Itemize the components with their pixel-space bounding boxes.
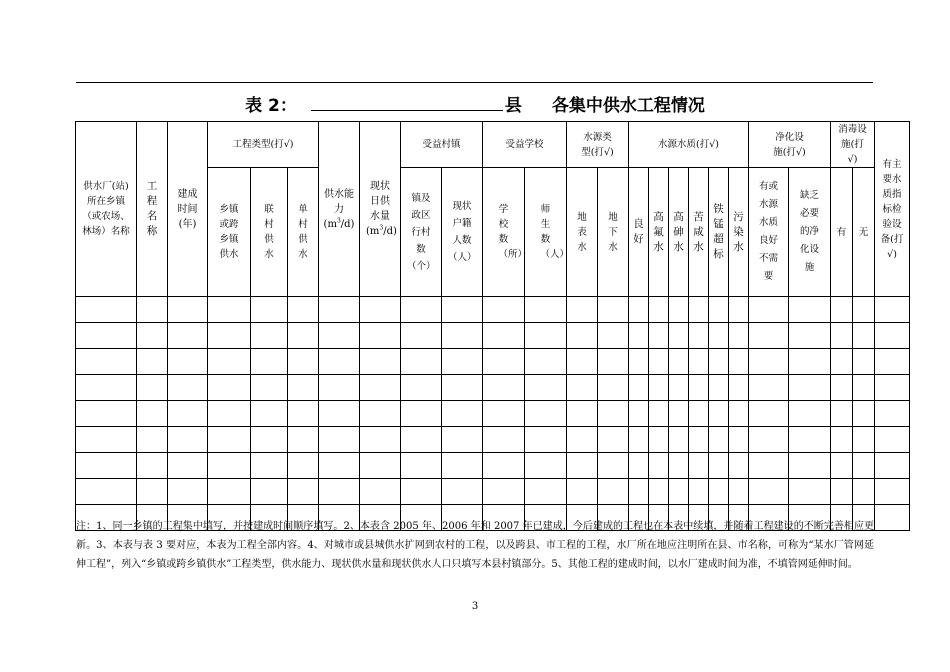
- table-cell[interactable]: [168, 427, 208, 453]
- table-cell[interactable]: [288, 375, 319, 401]
- table-cell[interactable]: [749, 297, 789, 323]
- col-capacity: 供水能力 $(m^3/d)$: [319, 122, 360, 297]
- table-cell[interactable]: [208, 323, 251, 349]
- table-cell[interactable]: [629, 427, 649, 453]
- table-row: [76, 375, 910, 401]
- table-title: [0, 91, 950, 116]
- col-water-quality: 水源水质(打√): [629, 122, 749, 168]
- table-cell[interactable]: [629, 401, 649, 427]
- table-cell[interactable]: [401, 349, 442, 375]
- table-cell[interactable]: [319, 401, 360, 427]
- table-cell[interactable]: [729, 453, 749, 479]
- table-cell[interactable]: [853, 479, 875, 505]
- table-cell[interactable]: [251, 375, 288, 401]
- table-cell[interactable]: [251, 323, 288, 349]
- table-body: [76, 297, 910, 531]
- table-cell[interactable]: [709, 323, 729, 349]
- sub-disinfection-no: 无: [853, 168, 875, 297]
- table-cell[interactable]: [168, 479, 208, 505]
- table-cell[interactable]: [208, 401, 251, 427]
- table-cell[interactable]: [789, 323, 831, 349]
- table-cell[interactable]: [729, 479, 749, 505]
- table-row: [76, 401, 910, 427]
- sub-disinfection-yes: 有: [831, 168, 853, 297]
- table-cell[interactable]: [789, 401, 831, 427]
- table-cell[interactable]: [853, 427, 875, 453]
- table-cell[interactable]: [669, 427, 689, 453]
- sub-quality-iron: 铁锰超标: [709, 168, 729, 297]
- table-cell[interactable]: [483, 479, 525, 505]
- table-cell[interactable]: [76, 479, 137, 505]
- table-cell[interactable]: [251, 349, 288, 375]
- table-row: [76, 297, 910, 323]
- table-notes: 注：1、同一乡镇的工程集中填写，并按建成时间顺序填写。2、本表含 2005 年、2006 年和 2007 年已建成，今后建成的工程也在本表中续填，并随着工程建设的不断完善相应更新。3、本表与表 3 要对应，本表为工程全部内容。4、对城市或县城供水扩网到农村的工程，以及跨县、市工程的工程，水厂所在地应注明所在县、市名称，可称为“某水厂管网延伸工程”，列入“乡镇或跨乡镇供水”工程类型，供水能力、现状供水量和现状供水人口只填写本县村镇部分。5、其他工程的建成时间，以水厂建成时间为准，不填管网延伸时间。: [76, 521, 874, 570]
- table-cell[interactable]: [689, 323, 709, 349]
- col-disinfection: 消毒设施(打√): [831, 122, 875, 168]
- table-cell[interactable]: [442, 427, 483, 453]
- table-cell[interactable]: [360, 453, 401, 479]
- table-cell[interactable]: [875, 297, 910, 323]
- table-cell[interactable]: [649, 427, 669, 453]
- table-cell[interactable]: [689, 401, 709, 427]
- table-cell[interactable]: [875, 349, 910, 375]
- water-projects-table: [75, 121, 910, 531]
- col-source-type: 水源类型(打√): [567, 122, 629, 168]
- table-cell[interactable]: [76, 375, 137, 401]
- table-cell[interactable]: [442, 479, 483, 505]
- table-cell[interactable]: [649, 453, 669, 479]
- table-cell[interactable]: [137, 427, 168, 453]
- table-cell[interactable]: [567, 453, 598, 479]
- col-testing-equipment: 有主要水质指标检验设备(打√): [875, 122, 910, 297]
- table-cell[interactable]: [567, 323, 598, 349]
- table-cell[interactable]: [709, 297, 729, 323]
- table-cell[interactable]: [525, 479, 567, 505]
- title-county-suffix: 县: [504, 96, 522, 116]
- table-cell[interactable]: [709, 375, 729, 401]
- table-cell[interactable]: [525, 297, 567, 323]
- sub-quality-fluoride: 高氟水: [649, 168, 669, 297]
- table-cell[interactable]: [442, 349, 483, 375]
- table-cell[interactable]: [875, 401, 910, 427]
- col-current-supply: 现状日供水量 $(m^3/d)$: [360, 122, 401, 297]
- table-cell[interactable]: [789, 427, 831, 453]
- table-cell[interactable]: [137, 401, 168, 427]
- table-cell[interactable]: [831, 349, 853, 375]
- table-cell[interactable]: [853, 323, 875, 349]
- table-cell[interactable]: [483, 297, 525, 323]
- table-cell[interactable]: [789, 349, 831, 375]
- table-cell[interactable]: [319, 349, 360, 375]
- table-cell[interactable]: [689, 375, 709, 401]
- table-cell[interactable]: [689, 479, 709, 505]
- table-row: [76, 349, 910, 375]
- table-cell[interactable]: [669, 297, 689, 323]
- table-cell[interactable]: [749, 427, 789, 453]
- table-cell[interactable]: [598, 375, 629, 401]
- table-cell[interactable]: [76, 349, 137, 375]
- table-cell[interactable]: [853, 375, 875, 401]
- table-cell[interactable]: [831, 427, 853, 453]
- table-cell[interactable]: [360, 479, 401, 505]
- table-cell[interactable]: [598, 401, 629, 427]
- table-cell[interactable]: [598, 479, 629, 505]
- table-cell[interactable]: [360, 349, 401, 375]
- table-cell[interactable]: [442, 401, 483, 427]
- table-cell[interactable]: [669, 323, 689, 349]
- table-cell[interactable]: [875, 375, 910, 401]
- table-cell[interactable]: [288, 479, 319, 505]
- table-cell[interactable]: [76, 453, 137, 479]
- table-cell[interactable]: [789, 453, 831, 479]
- col-project-type: 工程类型(打√): [208, 122, 319, 168]
- table-cell[interactable]: [319, 297, 360, 323]
- table-cell[interactable]: [168, 323, 208, 349]
- table-cell[interactable]: [401, 453, 442, 479]
- table-cell[interactable]: [483, 401, 525, 427]
- table-cell[interactable]: [629, 453, 649, 479]
- title-prefix: 表 2：: [245, 96, 297, 116]
- table-cell[interactable]: [319, 427, 360, 453]
- table-cell[interactable]: [598, 349, 629, 375]
- table-cell[interactable]: [525, 349, 567, 375]
- table-cell[interactable]: [749, 375, 789, 401]
- table-cell[interactable]: [649, 401, 669, 427]
- table-cell[interactable]: [853, 349, 875, 375]
- sub-joint-village: 联村供水: [251, 168, 288, 297]
- table-cell[interactable]: [649, 479, 669, 505]
- table-cell[interactable]: [360, 323, 401, 349]
- table-cell[interactable]: [76, 323, 137, 349]
- table-cell[interactable]: [401, 427, 442, 453]
- table-cell[interactable]: [567, 427, 598, 453]
- table-cell[interactable]: [525, 427, 567, 453]
- table-cell[interactable]: [168, 375, 208, 401]
- table-cell[interactable]: [567, 401, 598, 427]
- col-purification: 净化设施(打√): [749, 122, 831, 168]
- table-cell[interactable]: [251, 427, 288, 453]
- table-cell[interactable]: [208, 297, 251, 323]
- table-cell[interactable]: [401, 479, 442, 505]
- table-cell[interactable]: [669, 349, 689, 375]
- table-cell[interactable]: [288, 323, 319, 349]
- title-main: 各集中供水工程情况: [551, 96, 705, 116]
- table-cell[interactable]: [567, 297, 598, 323]
- table-cell[interactable]: [729, 297, 749, 323]
- table-cell[interactable]: [401, 323, 442, 349]
- sub-student-count: 师生数（人）: [525, 168, 567, 297]
- table-cell[interactable]: [137, 375, 168, 401]
- table-cell[interactable]: [401, 401, 442, 427]
- table-cell[interactable]: [689, 297, 709, 323]
- table-cell[interactable]: [401, 297, 442, 323]
- table-cell[interactable]: [251, 297, 288, 323]
- table-row: [76, 479, 910, 505]
- sub-population: 现状户籍人数（人）: [442, 168, 483, 297]
- table-cell[interactable]: [251, 453, 288, 479]
- table-cell[interactable]: [709, 479, 729, 505]
- table-cell[interactable]: [483, 453, 525, 479]
- table-cell[interactable]: [729, 427, 749, 453]
- table-cell[interactable]: [168, 453, 208, 479]
- header-rule: [76, 82, 873, 83]
- table-cell[interactable]: [669, 453, 689, 479]
- table-cell[interactable]: [831, 375, 853, 401]
- table-cell[interactable]: [629, 479, 649, 505]
- table-row: [76, 427, 910, 453]
- table-cell[interactable]: [649, 297, 669, 323]
- table-cell[interactable]: [629, 375, 649, 401]
- table-cell[interactable]: [749, 323, 789, 349]
- table-cell[interactable]: [749, 479, 789, 505]
- table-cell[interactable]: [749, 453, 789, 479]
- table-cell[interactable]: [360, 427, 401, 453]
- table-cell[interactable]: [853, 401, 875, 427]
- table-cell[interactable]: [629, 349, 649, 375]
- table-cell[interactable]: [525, 375, 567, 401]
- table-cell[interactable]: [567, 479, 598, 505]
- table-cell[interactable]: [360, 401, 401, 427]
- table-cell[interactable]: [288, 427, 319, 453]
- table-cell[interactable]: [689, 349, 709, 375]
- table-cell[interactable]: [875, 323, 910, 349]
- table-cell[interactable]: [208, 479, 251, 505]
- table-cell[interactable]: [567, 349, 598, 375]
- table-cell[interactable]: [669, 479, 689, 505]
- table-cell[interactable]: [137, 297, 168, 323]
- sub-surface-water: 地表水: [567, 168, 598, 297]
- table-cell[interactable]: [598, 323, 629, 349]
- table-cell[interactable]: [875, 453, 910, 479]
- table-cell[interactable]: [483, 323, 525, 349]
- table-cell[interactable]: [525, 453, 567, 479]
- table-cell[interactable]: [875, 479, 910, 505]
- table-cell[interactable]: [76, 401, 137, 427]
- sub-cross-town: 乡镇或跨乡镇供水: [208, 168, 251, 297]
- col-project-name: 工程名称: [137, 122, 168, 297]
- table-cell[interactable]: [442, 323, 483, 349]
- table-cell[interactable]: [360, 297, 401, 323]
- table-cell[interactable]: [629, 323, 649, 349]
- table-cell[interactable]: [875, 505, 910, 531]
- sub-quality-bitter: 苦咸水: [689, 168, 709, 297]
- page-number: 3: [471, 601, 479, 612]
- table-cell[interactable]: [875, 427, 910, 453]
- table-cell[interactable]: [598, 427, 629, 453]
- table-cell[interactable]: [729, 375, 749, 401]
- table-cell[interactable]: [288, 297, 319, 323]
- table-cell[interactable]: [483, 349, 525, 375]
- col-water-plant: 供水厂(站)所在乡镇（或农场、林场）名称: [76, 122, 137, 297]
- table-cell[interactable]: [319, 375, 360, 401]
- table-cell[interactable]: [789, 297, 831, 323]
- table-cell[interactable]: [709, 453, 729, 479]
- table-cell[interactable]: [442, 453, 483, 479]
- table-cell[interactable]: [598, 453, 629, 479]
- table-cell[interactable]: [208, 375, 251, 401]
- table-cell[interactable]: [137, 453, 168, 479]
- table-cell[interactable]: [442, 375, 483, 401]
- table-cell[interactable]: [567, 375, 598, 401]
- table-cell[interactable]: [319, 479, 360, 505]
- table-cell[interactable]: [288, 349, 319, 375]
- table-cell[interactable]: [483, 375, 525, 401]
- table-cell[interactable]: [831, 297, 853, 323]
- table-cell[interactable]: [168, 349, 208, 375]
- table-cell[interactable]: [709, 427, 729, 453]
- table-cell[interactable]: [76, 427, 137, 453]
- table-cell[interactable]: [168, 401, 208, 427]
- table-cell[interactable]: [598, 297, 629, 323]
- sub-quality-good: 良好: [629, 168, 649, 297]
- table-cell[interactable]: [483, 427, 525, 453]
- table-cell[interactable]: [525, 323, 567, 349]
- col-build-time: 建成时间(年): [168, 122, 208, 297]
- sub-quality-polluted: 污染水: [729, 168, 749, 297]
- table-cell[interactable]: [729, 349, 749, 375]
- table-cell[interactable]: [689, 427, 709, 453]
- table-cell[interactable]: [831, 479, 853, 505]
- table-cell[interactable]: [137, 479, 168, 505]
- table-cell[interactable]: [789, 479, 831, 505]
- table-row: [76, 323, 910, 349]
- table-cell[interactable]: [649, 323, 669, 349]
- table-cell[interactable]: [319, 453, 360, 479]
- table-cell[interactable]: [709, 401, 729, 427]
- table-cell[interactable]: [76, 297, 137, 323]
- table-cell[interactable]: [288, 401, 319, 427]
- table-cell[interactable]: [831, 453, 853, 479]
- table-cell[interactable]: [649, 375, 669, 401]
- table-cell[interactable]: [789, 375, 831, 401]
- table-cell[interactable]: [442, 297, 483, 323]
- table-cell[interactable]: [689, 453, 709, 479]
- table-cell[interactable]: [649, 349, 669, 375]
- col-beneficiary-villages: 受益村镇: [401, 122, 483, 168]
- table-cell[interactable]: [401, 375, 442, 401]
- table-cell[interactable]: [137, 349, 168, 375]
- table-cell[interactable]: [251, 479, 288, 505]
- table-cell[interactable]: [831, 401, 853, 427]
- table-cell[interactable]: [729, 323, 749, 349]
- sub-purif-lacking: 缺乏必要的净化设施: [789, 168, 831, 297]
- sub-towns-admin: 镇及政区行村数（个）: [401, 168, 442, 297]
- table-cell[interactable]: [208, 453, 251, 479]
- table-cell[interactable]: [208, 349, 251, 375]
- table-cell[interactable]: [319, 323, 360, 349]
- county-name-blank[interactable]: [311, 95, 503, 111]
- table-cell[interactable]: [853, 453, 875, 479]
- sub-quality-arsenic: 高砷水: [669, 168, 689, 297]
- table-cell[interactable]: [749, 401, 789, 427]
- table-cell[interactable]: [168, 297, 208, 323]
- table-cell[interactable]: [669, 401, 689, 427]
- table-cell[interactable]: [251, 401, 288, 427]
- table-cell[interactable]: [749, 349, 789, 375]
- sub-purif-not-needed: 有或水源水质良好不需要: [749, 168, 789, 297]
- table-cell[interactable]: [629, 297, 649, 323]
- table-cell[interactable]: [288, 453, 319, 479]
- table-cell[interactable]: [709, 349, 729, 375]
- sub-school-count: 学校数（所）: [483, 168, 525, 297]
- table-row: [76, 453, 910, 479]
- table-cell[interactable]: [669, 375, 689, 401]
- table-cell[interactable]: [360, 375, 401, 401]
- table-cell[interactable]: [853, 297, 875, 323]
- table-cell[interactable]: [525, 401, 567, 427]
- col-beneficiary-schools: 受益学校: [483, 122, 567, 168]
- table-cell[interactable]: [729, 401, 749, 427]
- table-cell[interactable]: [137, 323, 168, 349]
- sub-ground-water: 地下水: [598, 168, 629, 297]
- table-cell[interactable]: [831, 323, 853, 349]
- table-cell[interactable]: [208, 427, 251, 453]
- sub-single-village: 单村供水: [288, 168, 319, 297]
